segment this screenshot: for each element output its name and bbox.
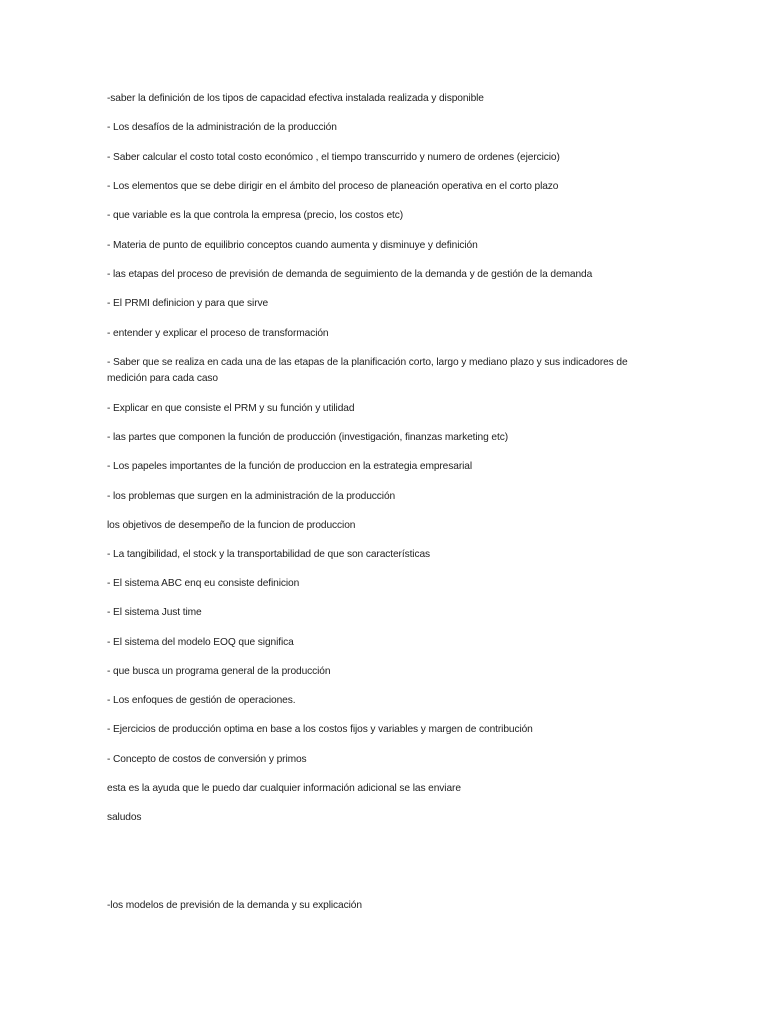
text-line: - El sistema Just time: [107, 607, 202, 618]
text-line: - La tangibilidad, el stock y la transportabilidad de que son características: [107, 549, 431, 560]
text-line: - Ejercicios de producción optima en base a los costos fijos y variables y margen de contribución: [107, 724, 533, 735]
text-line: - Materia de punto de equilibrio conceptos cuando aumenta y disminuye y definición: [107, 240, 478, 251]
text-line: - Los enfoques de gestión de operaciones.: [107, 695, 296, 706]
text-line: - las partes que componen la función de producción (investigación, finanzas marketing etc): [107, 432, 508, 443]
text-paragraph: - Saber que se realiza en cada una de las etapas de la planificación corto, largo y mediano plazo y sus indicadores de medición para cada caso: [107, 357, 628, 384]
text-line: -los modelos de previsión de la demanda y su explicación: [107, 900, 362, 911]
text-line: esta es la ayuda que le puedo dar cualquier información adicional se las enviare: [107, 783, 461, 794]
text-line: - las etapas del proceso de previsión de demanda de seguimiento de la demanda y de gestión de la demanda: [107, 269, 593, 280]
text-line: - que busca un programa general de la producción: [107, 666, 331, 677]
text-line: saludos: [107, 812, 142, 823]
text-line: los objetivos de desempeño de la funcion de produccion: [107, 520, 356, 531]
text-line: - Concepto de costos de conversión y primos: [107, 754, 307, 765]
text-line: - El sistema ABC enq eu consiste definicion: [107, 578, 300, 589]
text-line: - Los papeles importantes de la función de produccion en la estrategia empresarial: [107, 461, 472, 472]
text-line: - que variable es la que controla la empresa (precio, los costos etc): [107, 210, 404, 221]
text-line: - Saber calcular el costo total costo económico , el tiempo transcurrido y numero de ordenes (ejercicio): [107, 152, 560, 163]
text-line: - El PRMI definicion y para que sirve: [107, 298, 269, 309]
text-line: - los problemas que surgen en la administración de la producción: [107, 491, 396, 502]
text-line: -saber la definición de los tipos de capacidad efectiva instalada realizada y disponible: [107, 93, 484, 104]
text-line: - Los elementos que se debe dirigir en el ámbito del proceso de planeación operativa en el corto plazo: [107, 181, 559, 192]
text-line: - El sistema del modelo EOQ que significa: [107, 637, 294, 648]
text-line: - Los desafíos de la administración de la producción: [107, 122, 337, 133]
text-line: - entender y explicar el proceso de transformación: [107, 328, 329, 339]
text-line: - Explicar en que consiste el PRM y su función y utilidad: [107, 403, 355, 414]
